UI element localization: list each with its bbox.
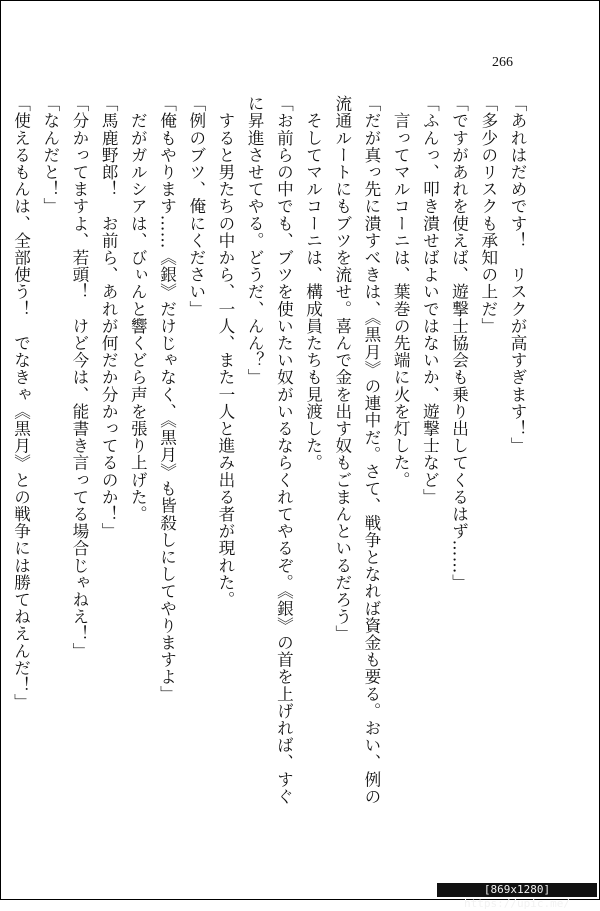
text-line: 「使えるもんは、全部使う！ でなきゃ《黒月》との戦争には勝てねえんだ！」	[11, 95, 31, 711]
text-line: 「俺もやります……《銀》だけじゃなく、《黒月》も皆殺しにしてやりますよ」	[157, 95, 177, 703]
text-line: すると男たちの中から、一人、また一人と進み出る者が現れた。	[215, 95, 235, 608]
text-line: 「なんだと！」	[40, 95, 60, 215]
page-number: 266	[492, 55, 513, 70]
text-line: 「馬鹿野郎！ お前ら、あれが何だか分かってるのか！」	[99, 95, 119, 540]
text-line: に昇進させてやる。どうだ、んん？」	[245, 95, 265, 386]
text-line: 「ふんっ、叩き潰せばよいではないか、遊撃士など」	[420, 95, 440, 506]
text-line: 流通ルートにもブツを流せ。喜んで金を出す奴もごまんといるだろう」	[332, 95, 352, 643]
text-line: 「ですがあれを使えば、遊撃士協会も乗り出してくるはず……」	[449, 95, 469, 591]
text-line: 「お前らの中でも、ブツを使いたい奴がいるならくれてやるぞ。《銀》の首を上げれば、すぐ	[274, 95, 294, 805]
text-line: 「多少のリスクも承知の上だ」	[478, 95, 498, 335]
text-line: そしてマルコーニは、構成員たちも見渡した。	[303, 95, 323, 472]
text-line: 「分かってますよ、若頭！ けど今は、能書き言ってる場合じゃねえ！」	[69, 95, 89, 660]
image-host-footer: [869x1280] https://upic.me/	[437, 883, 597, 897]
text-line: 「あれはだめです！ リスクが高すぎます！」	[508, 95, 527, 455]
novel-text-block	[6, 95, 532, 805]
text-line: だがガルシアは、びぃんと響くどら声を張り上げた。	[128, 95, 148, 523]
text-line: 「例のブツ、俺にください」	[186, 95, 206, 318]
text-line: 「だが真っ先に潰すべきは、《黒月》の連中だ。さて、戦争となれば資金も要る。おい、例の	[361, 95, 381, 805]
text-line: 言ってマルコーニは、葉巻の先端に火を灯した。	[391, 95, 411, 489]
